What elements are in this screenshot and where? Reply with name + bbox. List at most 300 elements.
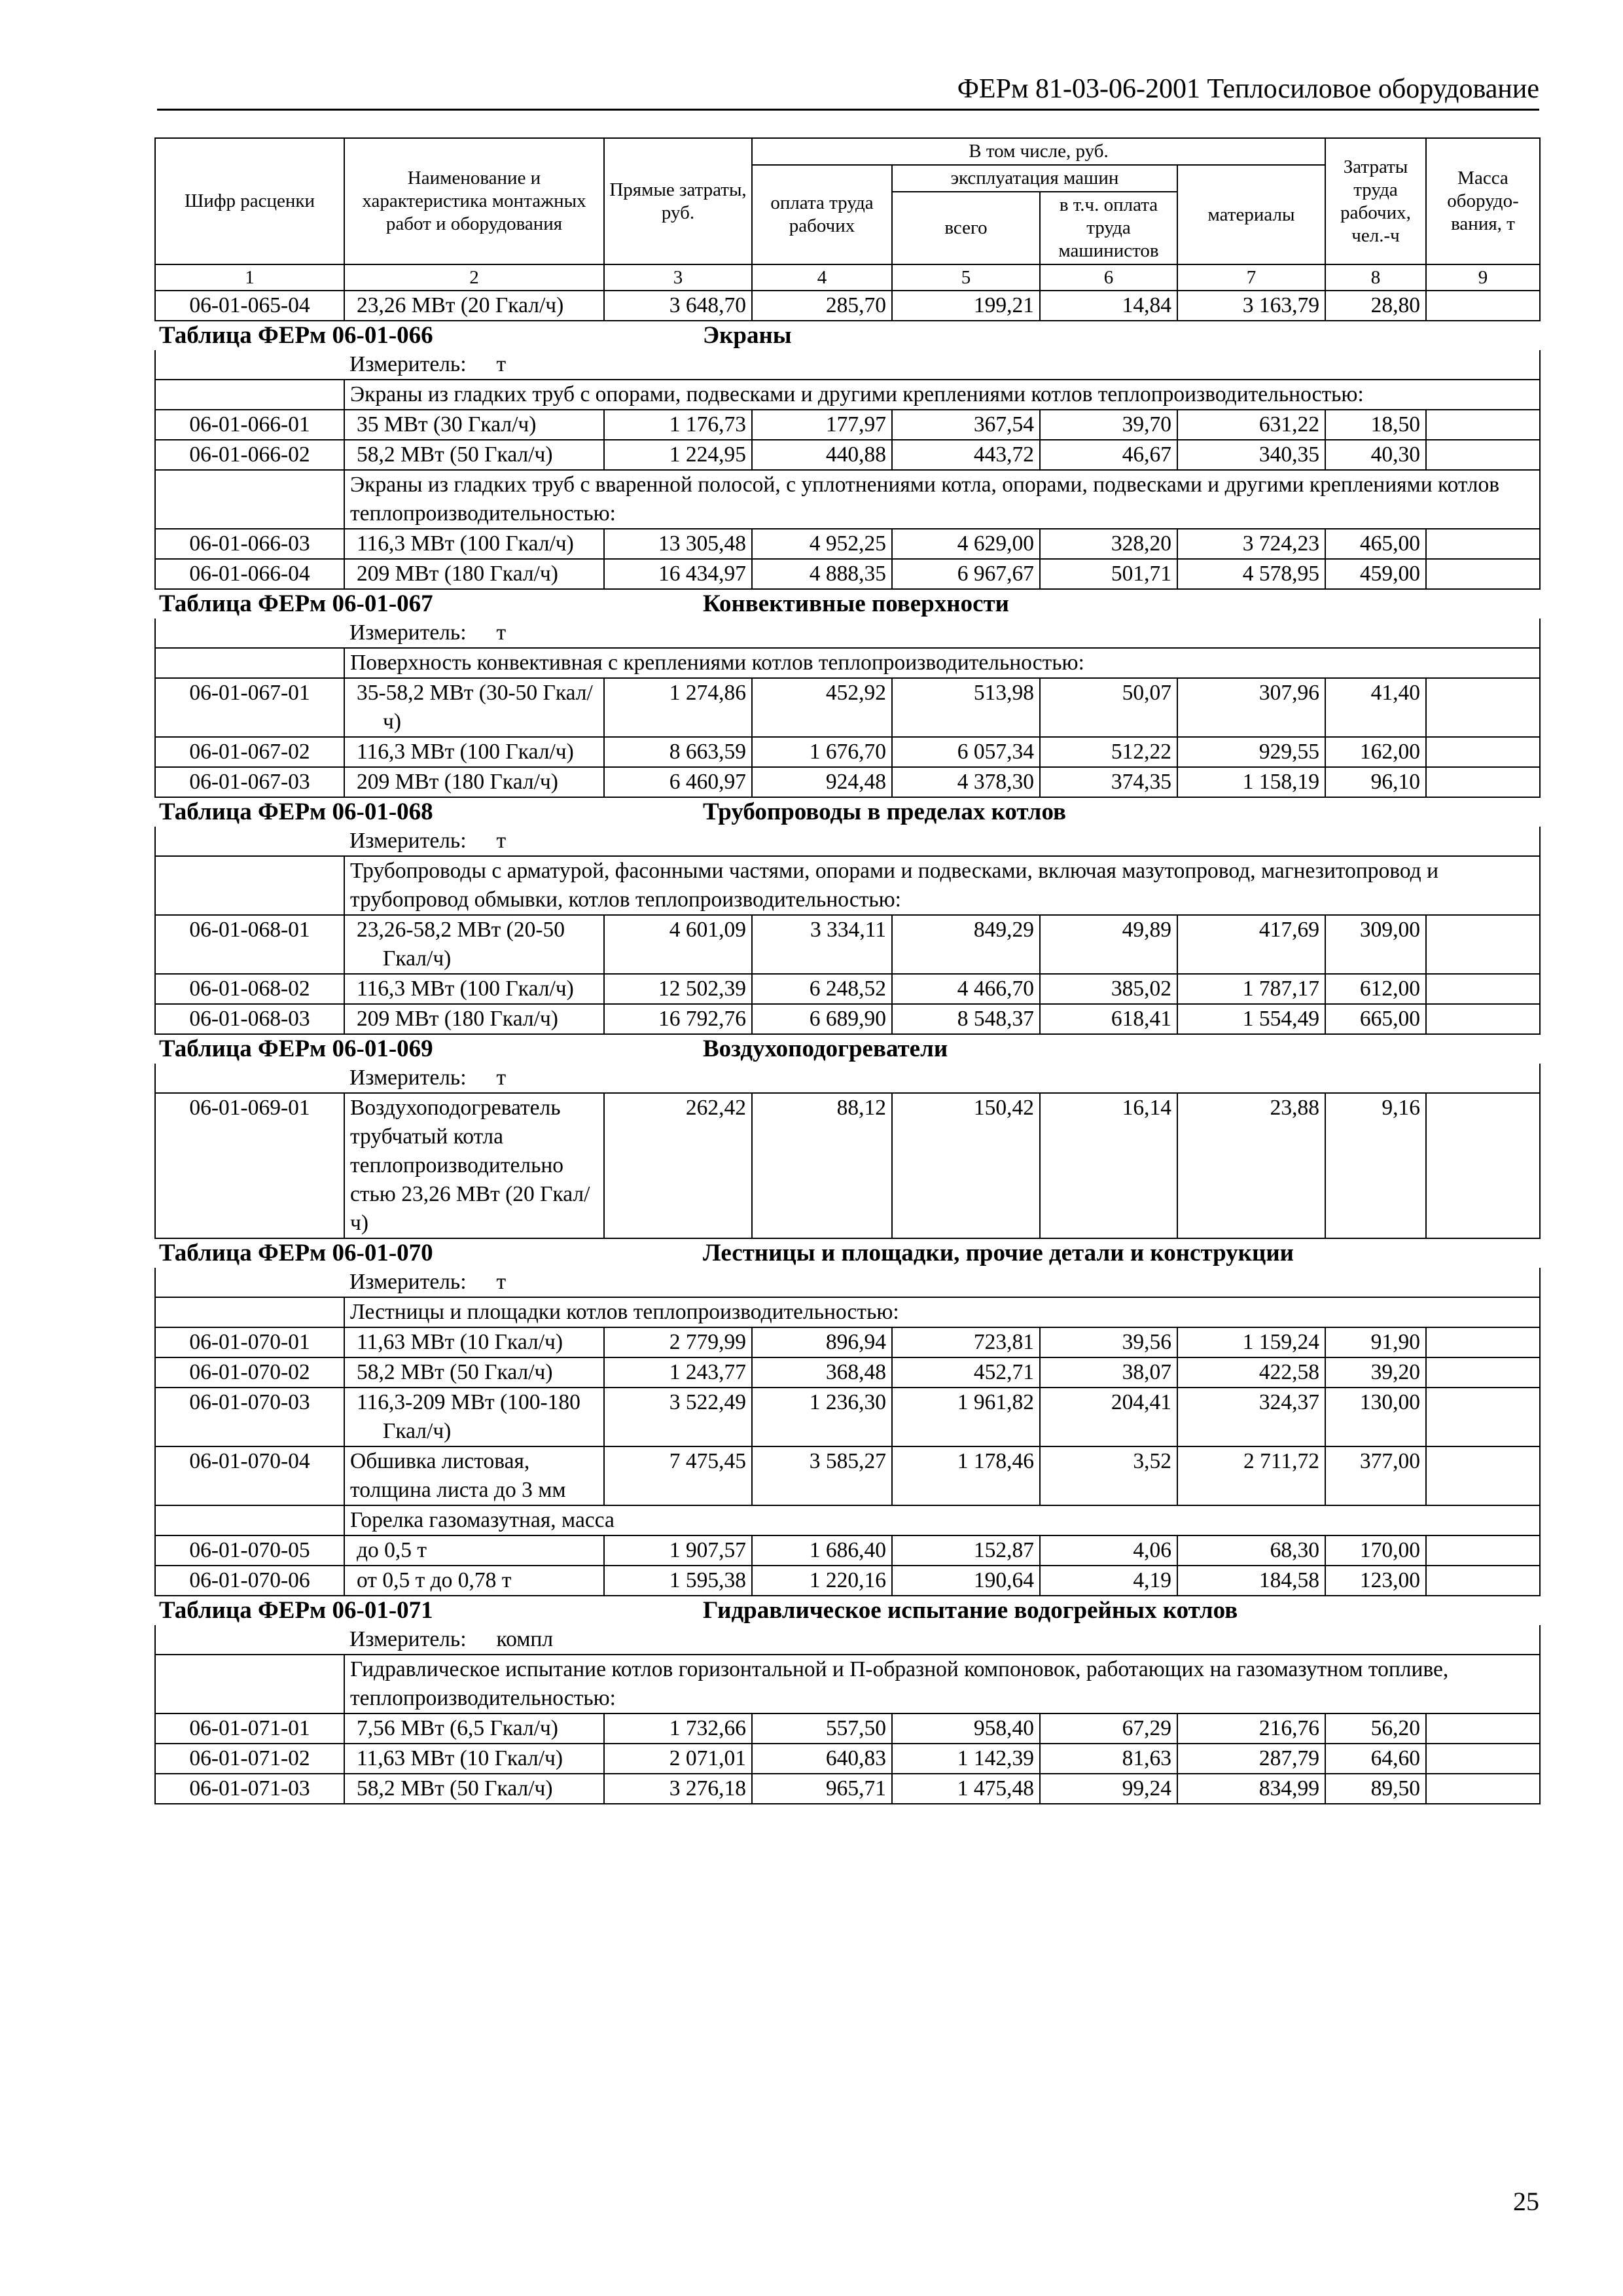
measure-unit-cell: [155, 350, 1540, 380]
table-row: [155, 1357, 1540, 1388]
measure-label: Измеритель:: [349, 1627, 467, 1651]
labor-hours: 96,10: [1325, 767, 1426, 797]
labor-pay: 1 236,30: [752, 1388, 892, 1446]
table-row: [155, 410, 1540, 440]
measure-label: Измеритель:: [349, 1270, 467, 1294]
column-number: 9: [1426, 264, 1540, 291]
equipment-mass: [1426, 678, 1540, 737]
equipment-mass: [1426, 1744, 1540, 1774]
measure-unit: т: [496, 1270, 507, 1294]
materials-cost: 4 578,95: [1177, 559, 1325, 589]
section-title-cell: [155, 1238, 1540, 1268]
machinist-pay: 38,07: [1040, 1357, 1177, 1388]
equipment-mass: [1426, 1566, 1540, 1596]
machinist-pay: 81,63: [1040, 1744, 1177, 1774]
col-header-direct: Прямые затраты, руб.: [604, 138, 752, 264]
labor-pay: 640,83: [752, 1744, 892, 1774]
equipment-mass: [1426, 737, 1540, 767]
machinist-pay: 39,56: [1040, 1327, 1177, 1357]
materials-cost: 422,58: [1177, 1357, 1325, 1388]
rate-code: 06-01-070-02: [155, 1357, 344, 1388]
labor-pay: 1 220,16: [752, 1566, 892, 1596]
table-title: Гидравлическое испытание водогрейных котлов: [703, 1597, 1238, 1624]
work-description: 58,2 МВт (50 Гкал/ч): [344, 440, 604, 470]
measure-unit-cell: [155, 1268, 1540, 1297]
group-description: Трубопроводы с арматурой, фасонными частями, опорами и подвесками, включая мазутопровод, магнезитопровод и трубопровод обмывки, котлов теплопроизводительностью:: [344, 856, 1540, 915]
rate-code: 06-01-066-03: [155, 529, 344, 559]
measure-unit-row: [155, 827, 1540, 856]
equipment-mass: [1426, 1774, 1540, 1804]
table-section-header: [155, 589, 1540, 619]
labor-hours: 465,00: [1325, 529, 1426, 559]
materials-cost: 929,55: [1177, 737, 1325, 767]
measure-unit-row: [155, 1064, 1540, 1093]
labor-hours: 28,80: [1325, 291, 1426, 321]
work-description: 35 МВт (30 Гкал/ч): [344, 410, 604, 440]
machine-cost: 1 475,48: [892, 1774, 1040, 1804]
empty-cell: [155, 648, 344, 678]
rate-code: 06-01-066-04: [155, 559, 344, 589]
group-description: Горелка газомазутная, масса: [344, 1505, 1540, 1535]
equipment-mass: [1426, 1713, 1540, 1744]
work-description: 23,26-58,2 МВт (20-50 Гкал/ч): [344, 915, 604, 974]
rate-code: 06-01-067-02: [155, 737, 344, 767]
machinist-pay: 67,29: [1040, 1713, 1177, 1744]
rate-code: 06-01-065-04: [155, 291, 344, 321]
machine-cost: 367,54: [892, 410, 1040, 440]
machinist-pay: 46,67: [1040, 440, 1177, 470]
rate-code: 06-01-066-02: [155, 440, 344, 470]
empty-cell: [155, 1655, 344, 1713]
machine-cost: 1 178,46: [892, 1446, 1040, 1505]
rate-code: 06-01-068-01: [155, 915, 344, 974]
materials-cost: 307,96: [1177, 678, 1325, 737]
rate-code: 06-01-071-01: [155, 1713, 344, 1744]
group-description: Экраны из гладких труб с вваренной полосой, с уплотнениями котла, опорами, подвесками и другими креплениями котлов теплопроизводительностью:: [344, 470, 1540, 529]
column-number: 6: [1040, 264, 1177, 291]
table-row: [155, 974, 1540, 1004]
table-row: [155, 559, 1540, 589]
table-row: [155, 1093, 1540, 1238]
section-title-cell: [155, 1596, 1540, 1625]
work-description: 209 МВт (180 Гкал/ч): [344, 559, 604, 589]
table-number-label: Таблица ФЕРм 06-01-070: [159, 1240, 433, 1266]
equipment-mass: [1426, 1535, 1540, 1566]
machine-cost: 1 142,39: [892, 1744, 1040, 1774]
header-rule: [157, 109, 1539, 111]
labor-pay: 177,97: [752, 410, 892, 440]
machine-cost: 1 961,82: [892, 1388, 1040, 1446]
machinist-pay: 328,20: [1040, 529, 1177, 559]
equipment-mass: [1426, 291, 1540, 321]
labor-pay: 4 952,25: [752, 529, 892, 559]
direct-cost: 4 601,09: [604, 915, 752, 974]
machinist-pay: 39,70: [1040, 410, 1177, 440]
measure-label: Измеритель:: [349, 620, 467, 645]
empty-cell: [155, 470, 344, 529]
column-number: 7: [1177, 264, 1325, 291]
group-description-row: [155, 380, 1540, 410]
work-description: 58,2 МВт (50 Гкал/ч): [344, 1357, 604, 1388]
work-description: до 0,5 т: [344, 1535, 604, 1566]
group-description: Гидравлическое испытание котлов горизонтальной и П-образной компоновок, работающих на газомазутном топливе, теплопроизводительностью:: [344, 1655, 1540, 1713]
direct-cost: 3 276,18: [604, 1774, 752, 1804]
work-description: 7,56 МВт (6,5 Гкал/ч): [344, 1713, 604, 1744]
col-header-machinists: в т.ч. оплата труда машинистов: [1040, 192, 1177, 264]
work-description: 116,3 МВт (100 Гкал/ч): [344, 974, 604, 1004]
col-header-machines: эксплуатация машин: [892, 165, 1177, 192]
table-row: [155, 737, 1540, 767]
rate-code: 06-01-071-03: [155, 1774, 344, 1804]
direct-cost: 3 648,70: [604, 291, 752, 321]
direct-cost: 1 176,73: [604, 410, 752, 440]
rate-code: 06-01-068-02: [155, 974, 344, 1004]
materials-cost: 1 554,49: [1177, 1004, 1325, 1034]
machinist-pay: 501,71: [1040, 559, 1177, 589]
table-title: Экраны: [703, 322, 792, 349]
rate-code: 06-01-067-03: [155, 767, 344, 797]
column-number-row: [155, 264, 1540, 291]
measure-unit-row: [155, 619, 1540, 648]
table-number-label: Таблица ФЕРм 06-01-069: [159, 1035, 433, 1062]
materials-cost: 287,79: [1177, 1744, 1325, 1774]
page-number: 25: [1513, 2187, 1539, 2216]
measure-unit-row: [155, 1625, 1540, 1655]
equipment-mass: [1426, 1327, 1540, 1357]
labor-pay: 1 676,70: [752, 737, 892, 767]
labor-hours: 309,00: [1325, 915, 1426, 974]
materials-cost: 23,88: [1177, 1093, 1325, 1238]
table-title: Трубопроводы в пределах котлов: [703, 798, 1066, 825]
work-description: 35-58,2 МВт (30-50 Гкал/ч): [344, 678, 604, 737]
materials-cost: 1 159,24: [1177, 1327, 1325, 1357]
direct-cost: 6 460,97: [604, 767, 752, 797]
equipment-mass: [1426, 1446, 1540, 1505]
section-title-cell: [155, 321, 1540, 350]
machinist-pay: 4,19: [1040, 1566, 1177, 1596]
rate-code: 06-01-070-03: [155, 1388, 344, 1446]
labor-pay: 3 585,27: [752, 1446, 892, 1505]
col-header-labor: Затраты труда рабочих, чел.-ч: [1325, 138, 1426, 264]
rate-code: 06-01-070-04: [155, 1446, 344, 1505]
labor-hours: 39,20: [1325, 1357, 1426, 1388]
machinist-pay: 14,84: [1040, 291, 1177, 321]
equipment-mass: [1426, 1357, 1540, 1388]
materials-cost: 340,35: [1177, 440, 1325, 470]
machine-cost: 443,72: [892, 440, 1040, 470]
machine-cost: 723,81: [892, 1327, 1040, 1357]
table-row: [155, 1446, 1540, 1505]
direct-cost: 1 907,57: [604, 1535, 752, 1566]
machine-cost: 4 629,00: [892, 529, 1040, 559]
work-description: 209 МВт (180 Гкал/ч): [344, 767, 604, 797]
table-row: [155, 1713, 1540, 1744]
materials-cost: 2 711,72: [1177, 1446, 1325, 1505]
labor-hours: 612,00: [1325, 974, 1426, 1004]
equipment-mass: [1426, 1093, 1540, 1238]
labor-hours: 89,50: [1325, 1774, 1426, 1804]
column-number: 5: [892, 264, 1040, 291]
equipment-mass: [1426, 1004, 1540, 1034]
measure-label: Измеритель:: [349, 829, 467, 853]
rate-code: 06-01-070-01: [155, 1327, 344, 1357]
measure-label: Измеритель:: [349, 352, 467, 376]
direct-cost: 1 595,38: [604, 1566, 752, 1596]
table-number-label: Таблица ФЕРм 06-01-068: [159, 798, 433, 825]
table-row: [155, 440, 1540, 470]
measure-unit-cell: [155, 1064, 1540, 1093]
labor-pay: 285,70: [752, 291, 892, 321]
equipment-mass: [1426, 410, 1540, 440]
empty-cell: [155, 856, 344, 915]
col-header-incl: В том числе, руб.: [752, 138, 1325, 165]
measure-unit-cell: [155, 619, 1540, 648]
work-description: 11,63 МВт (10 Гкал/ч): [344, 1327, 604, 1357]
col-header-materials: материалы: [1177, 165, 1325, 264]
labor-hours: 377,00: [1325, 1446, 1426, 1505]
direct-cost: 7 475,45: [604, 1446, 752, 1505]
group-description-row: [155, 648, 1540, 678]
work-description: 116,3 МВт (100 Гкал/ч): [344, 737, 604, 767]
labor-pay: 1 686,40: [752, 1535, 892, 1566]
work-description: Воздухоподогреватель трубчатый котла теплопроизводительно стью 23,26 МВт (20 Гкал/ч): [344, 1093, 604, 1238]
table-row: [155, 529, 1540, 559]
group-description: Поверхность конвективная с креплениями котлов теплопроизводительностью:: [344, 648, 1540, 678]
measure-unit: т: [496, 1066, 507, 1090]
direct-cost: 3 522,49: [604, 1388, 752, 1446]
machine-cost: 152,87: [892, 1535, 1040, 1566]
materials-cost: 216,76: [1177, 1713, 1325, 1744]
machinist-pay: 50,07: [1040, 678, 1177, 737]
materials-cost: 631,22: [1177, 410, 1325, 440]
labor-pay: 440,88: [752, 440, 892, 470]
work-description: 209 МВт (180 Гкал/ч): [344, 1004, 604, 1034]
equipment-mass: [1426, 440, 1540, 470]
direct-cost: 12 502,39: [604, 974, 752, 1004]
work-description: Обшивка листовая, толщина листа до 3 мм: [344, 1446, 604, 1505]
materials-cost: 3 163,79: [1177, 291, 1325, 321]
machine-cost: 4 466,70: [892, 974, 1040, 1004]
col-header-machines-total: всего: [892, 192, 1040, 264]
direct-cost: 16 792,76: [604, 1004, 752, 1034]
empty-cell: [155, 1505, 344, 1535]
machinist-pay: 16,14: [1040, 1093, 1177, 1238]
table-number-label: Таблица ФЕРм 06-01-067: [159, 590, 433, 617]
machine-cost: 150,42: [892, 1093, 1040, 1238]
labor-hours: 56,20: [1325, 1713, 1426, 1744]
machine-cost: 958,40: [892, 1713, 1040, 1744]
direct-cost: 8 663,59: [604, 737, 752, 767]
table-row: [155, 1566, 1540, 1596]
materials-cost: 417,69: [1177, 915, 1325, 974]
table-section-header: [155, 1596, 1540, 1625]
work-description: 58,2 МВт (50 Гкал/ч): [344, 1774, 604, 1804]
table-row: [155, 291, 1540, 321]
machinist-pay: 4,06: [1040, 1535, 1177, 1566]
labor-pay: 924,48: [752, 767, 892, 797]
measure-label: Измеритель:: [349, 1066, 467, 1090]
equipment-mass: [1426, 974, 1540, 1004]
group-description-row: [155, 1297, 1540, 1327]
work-description: от 0,5 т до 0,78 т: [344, 1566, 604, 1596]
table-number-label: Таблица ФЕРм 06-01-071: [159, 1597, 433, 1624]
labor-hours: 40,30: [1325, 440, 1426, 470]
table-row: [155, 1774, 1540, 1804]
machinist-pay: 99,24: [1040, 1774, 1177, 1804]
table-title: Лестницы и площадки, прочие детали и конструкции: [703, 1240, 1294, 1266]
measure-unit: т: [496, 352, 507, 376]
labor-hours: 130,00: [1325, 1388, 1426, 1446]
rate-code: 06-01-070-06: [155, 1566, 344, 1596]
equipment-mass: [1426, 915, 1540, 974]
work-description: 116,3 МВт (100 Гкал/ч): [344, 529, 604, 559]
rate-code: 06-01-066-01: [155, 410, 344, 440]
rate-code: 06-01-069-01: [155, 1093, 344, 1238]
machine-cost: 190,64: [892, 1566, 1040, 1596]
table-title: Воздухоподогреватели: [703, 1035, 948, 1062]
section-title-cell: [155, 797, 1540, 827]
equipment-mass: [1426, 559, 1540, 589]
labor-hours: 9,16: [1325, 1093, 1426, 1238]
labor-pay: 3 334,11: [752, 915, 892, 974]
machinist-pay: 512,22: [1040, 737, 1177, 767]
labor-pay: 557,50: [752, 1713, 892, 1744]
table-row: [155, 1004, 1540, 1034]
labor-hours: 123,00: [1325, 1566, 1426, 1596]
col-header-code: Шифр расценки: [155, 138, 344, 264]
labor-pay: 88,12: [752, 1093, 892, 1238]
measure-unit-row: [155, 1268, 1540, 1297]
labor-pay: 452,92: [752, 678, 892, 737]
machinist-pay: 385,02: [1040, 974, 1177, 1004]
table-section-header: [155, 321, 1540, 350]
machine-cost: 452,71: [892, 1357, 1040, 1388]
machine-cost: 8 548,37: [892, 1004, 1040, 1034]
machinist-pay: 618,41: [1040, 1004, 1177, 1034]
direct-cost: 262,42: [604, 1093, 752, 1238]
machinist-pay: 204,41: [1040, 1388, 1177, 1446]
table-title: Конвективные поверхности: [703, 590, 1009, 617]
direct-cost: 13 305,48: [604, 529, 752, 559]
machinist-pay: 374,35: [1040, 767, 1177, 797]
materials-cost: 834,99: [1177, 1774, 1325, 1804]
equipment-mass: [1426, 1388, 1540, 1446]
machine-cost: 6 057,34: [892, 737, 1040, 767]
materials-cost: 68,30: [1177, 1535, 1325, 1566]
table-row: [155, 767, 1540, 797]
group-description-row: [155, 856, 1540, 915]
equipment-mass: [1426, 529, 1540, 559]
table-section-header: [155, 1238, 1540, 1268]
labor-hours: 459,00: [1325, 559, 1426, 589]
group-description-row: [155, 470, 1540, 529]
table-header: [155, 138, 1540, 264]
table-row: [155, 1327, 1540, 1357]
materials-cost: 1 787,17: [1177, 974, 1325, 1004]
labor-pay: 965,71: [752, 1774, 892, 1804]
group-description-row: [155, 1505, 1540, 1535]
rate-code: 06-01-067-01: [155, 678, 344, 737]
work-description: 11,63 МВт (10 Гкал/ч): [344, 1744, 604, 1774]
labor-pay: 368,48: [752, 1357, 892, 1388]
measure-unit: т: [496, 829, 507, 853]
group-description: Экраны из гладких труб с опорами, подвесками и другими креплениями котлов теплопроизводительностью:: [344, 380, 1540, 410]
rates-table: [154, 137, 1541, 1804]
measure-unit: компл: [496, 1627, 554, 1651]
direct-cost: 1 274,86: [604, 678, 752, 737]
group-description: Лестницы и площадки котлов теплопроизводительностью:: [344, 1297, 1540, 1327]
empty-cell: [155, 380, 344, 410]
column-number: 1: [155, 264, 344, 291]
table-section-header: [155, 797, 1540, 827]
table-row: [155, 1744, 1540, 1774]
equipment-mass: [1426, 767, 1540, 797]
labor-hours: 162,00: [1325, 737, 1426, 767]
table-number-label: Таблица ФЕРм 06-01-066: [159, 322, 433, 349]
work-description: 23,26 МВт (20 Гкал/ч): [344, 291, 604, 321]
machine-cost: 849,29: [892, 915, 1040, 974]
labor-pay: 6 248,52: [752, 974, 892, 1004]
direct-cost: 16 434,97: [604, 559, 752, 589]
labor-pay: 4 888,35: [752, 559, 892, 589]
table-row: [155, 1388, 1540, 1446]
direct-cost: 2 779,99: [604, 1327, 752, 1357]
rate-code: 06-01-068-03: [155, 1004, 344, 1034]
work-description: 116,3-209 МВт (100-180 Гкал/ч): [344, 1388, 604, 1446]
col-header-name: Наименование и характеристика монтажных работ и оборудования: [344, 138, 604, 264]
direct-cost: 2 071,01: [604, 1744, 752, 1774]
labor-pay: 6 689,90: [752, 1004, 892, 1034]
table-row: [155, 678, 1540, 737]
section-title-cell: [155, 589, 1540, 619]
column-number: 2: [344, 264, 604, 291]
machinist-pay: 49,89: [1040, 915, 1177, 974]
labor-pay: 896,94: [752, 1327, 892, 1357]
direct-cost: 1 224,95: [604, 440, 752, 470]
machine-cost: 6 967,67: [892, 559, 1040, 589]
machine-cost: 199,21: [892, 291, 1040, 321]
rate-code: 06-01-070-05: [155, 1535, 344, 1566]
materials-cost: 1 158,19: [1177, 767, 1325, 797]
materials-cost: 324,37: [1177, 1388, 1325, 1446]
labor-hours: 18,50: [1325, 410, 1426, 440]
table-row: [155, 915, 1540, 974]
group-description-row: [155, 1655, 1540, 1713]
materials-cost: 184,58: [1177, 1566, 1325, 1596]
column-number: 3: [604, 264, 752, 291]
table-section-header: [155, 1034, 1540, 1064]
col-header-labor-pay: оплата труда рабочих: [752, 165, 892, 264]
col-header-mass: Масса оборудо-вания, т: [1426, 138, 1540, 264]
labor-hours: 64,60: [1325, 1744, 1426, 1774]
document-header-title: ФЕРм 81-03-06-2001 Теплосиловое оборудование: [957, 74, 1539, 104]
measure-unit-cell: [155, 1625, 1540, 1655]
direct-cost: 1 243,77: [604, 1357, 752, 1388]
machine-cost: 513,98: [892, 678, 1040, 737]
measure-unit-row: [155, 350, 1540, 380]
labor-hours: 91,90: [1325, 1327, 1426, 1357]
direct-cost: 1 732,66: [604, 1713, 752, 1744]
table-row: [155, 1535, 1540, 1566]
column-number: 8: [1325, 264, 1426, 291]
column-number: 4: [752, 264, 892, 291]
machinist-pay: 3,52: [1040, 1446, 1177, 1505]
measure-unit: т: [496, 620, 507, 645]
labor-hours: 41,40: [1325, 678, 1426, 737]
materials-cost: 3 724,23: [1177, 529, 1325, 559]
labor-hours: 665,00: [1325, 1004, 1426, 1034]
measure-unit-cell: [155, 827, 1540, 856]
